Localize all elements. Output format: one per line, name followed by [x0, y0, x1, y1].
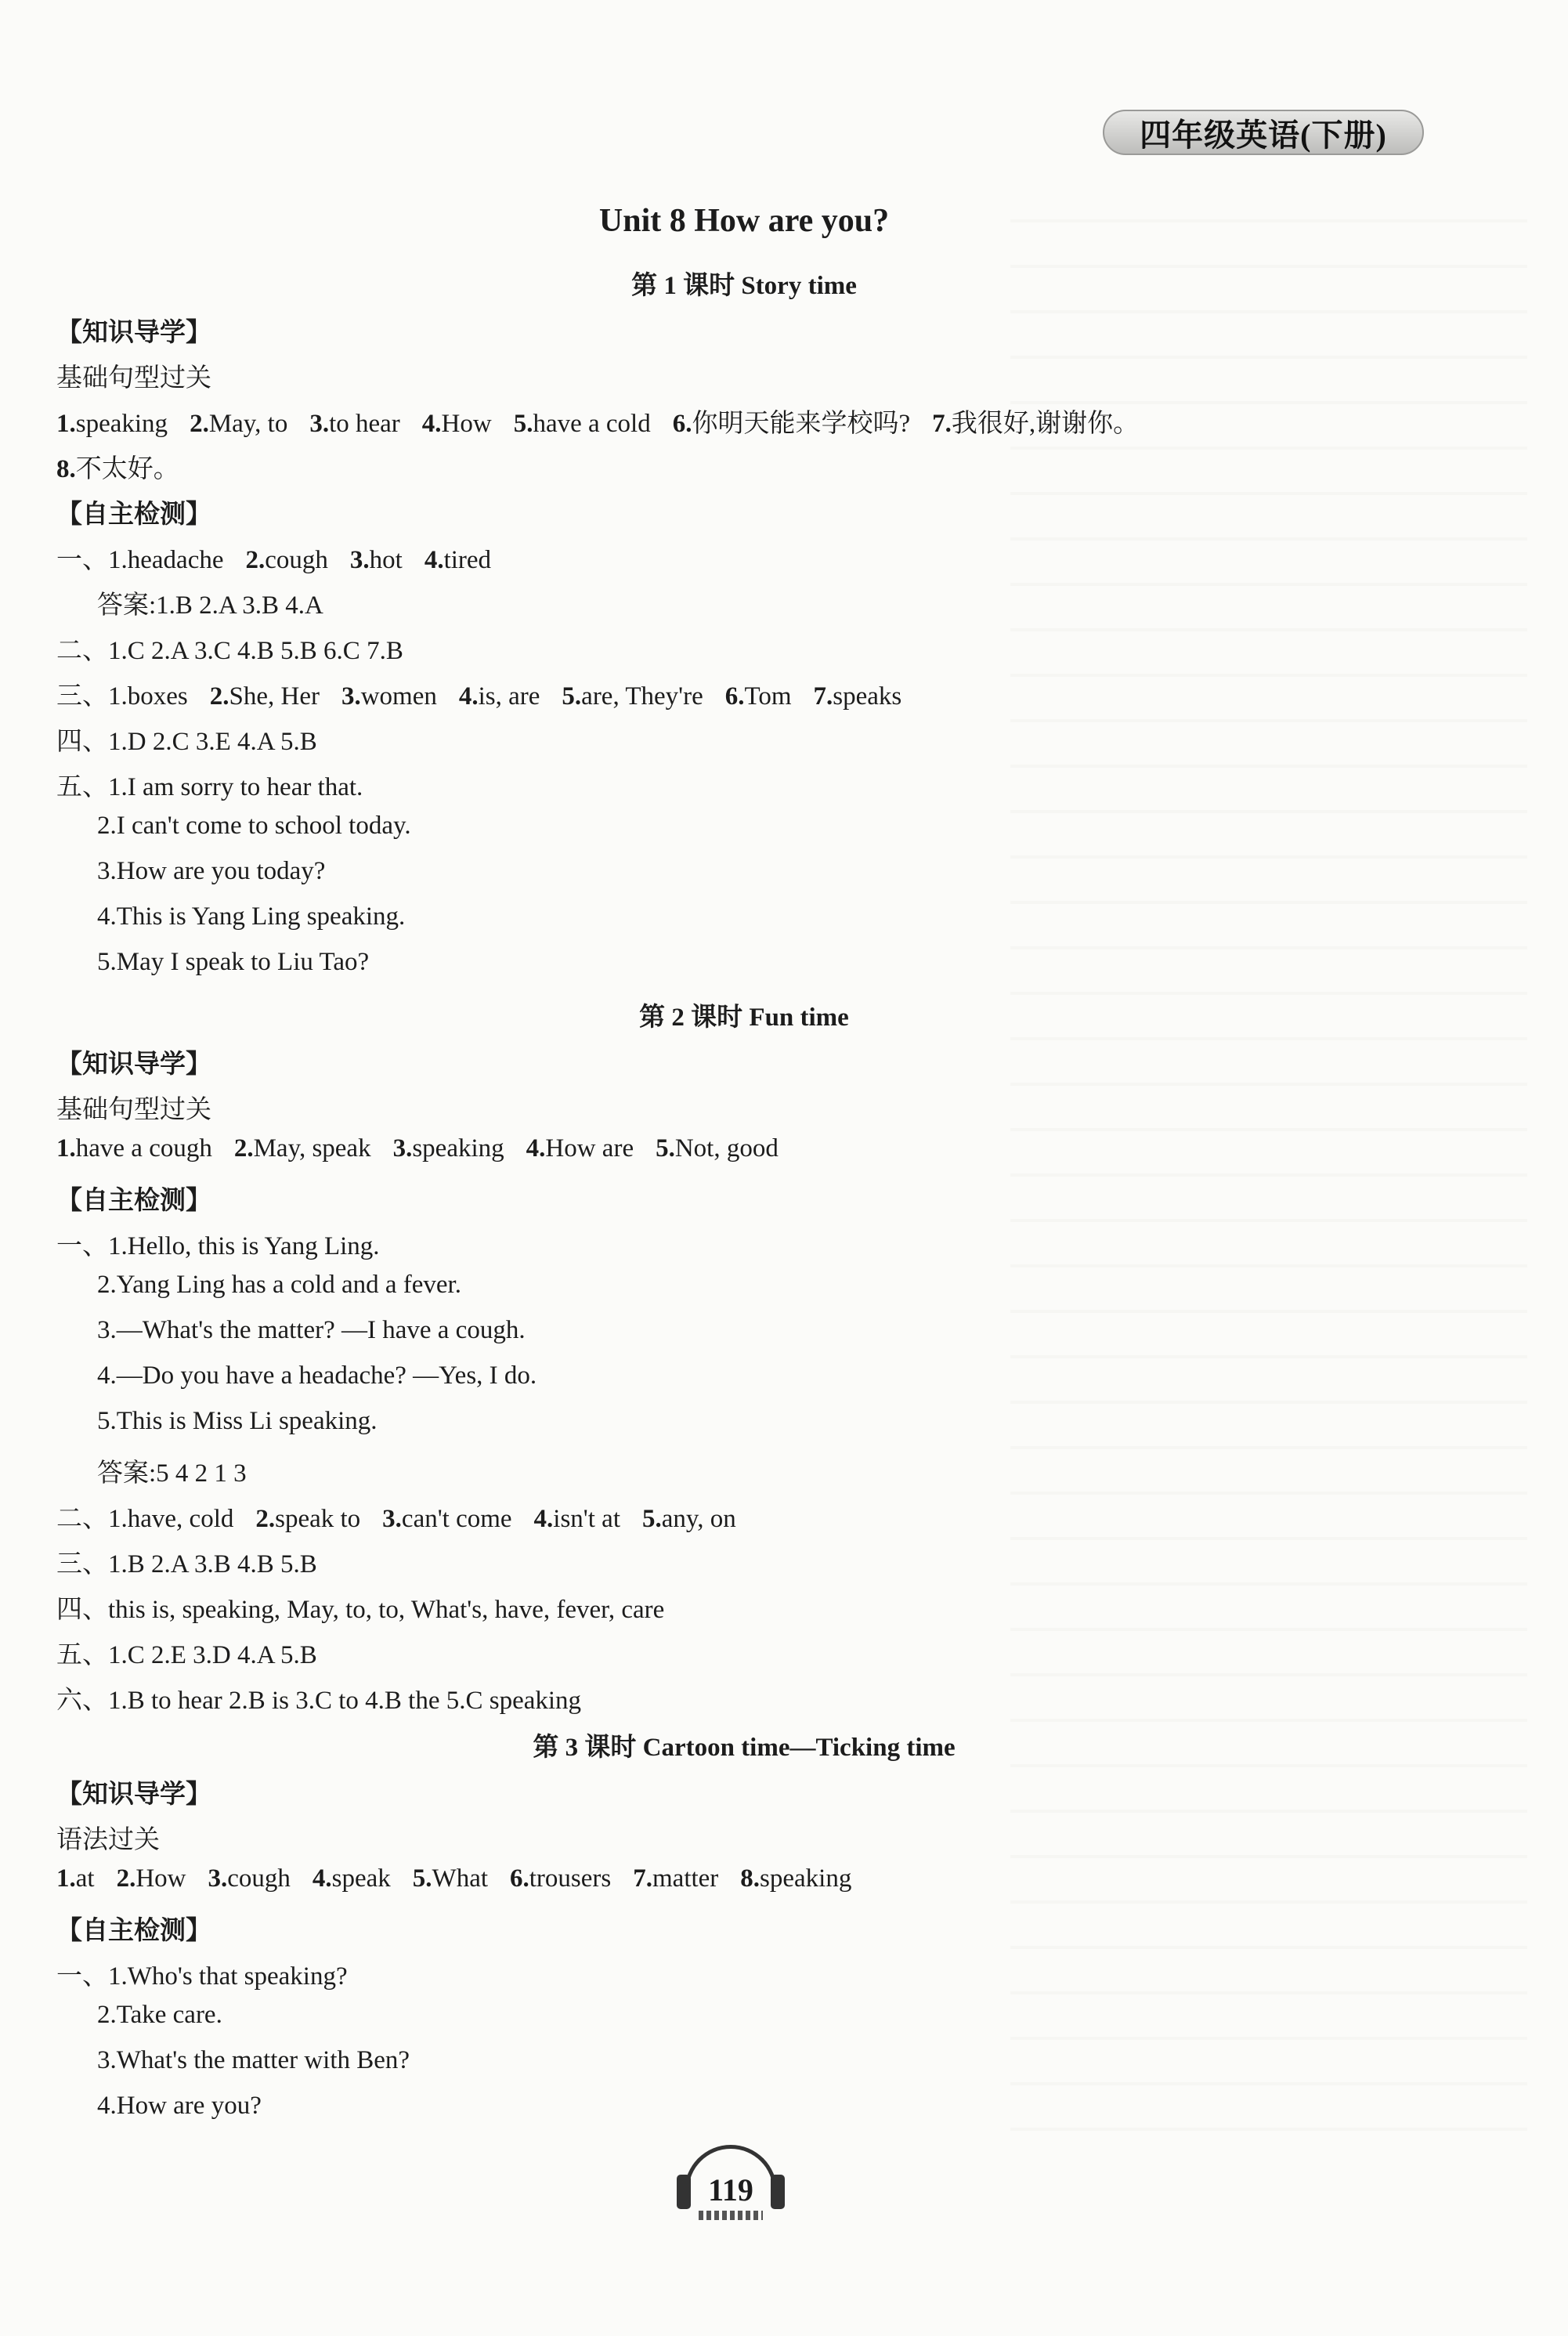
answer-line: 2.I can't come to school today.	[97, 812, 411, 840]
answer-line: 一、1.Who's that speaking?	[56, 1962, 348, 1991]
answer-line: 二、1.C 2.A 3.C 4.B 5.B 6.C 7.B	[56, 637, 403, 665]
answer-line: 一、1.headache 2.cough 3.hot 4.tired	[56, 546, 492, 574]
unit-title: Unit 8 How are you?	[598, 203, 890, 239]
answer-line: 4.How are you?	[97, 2092, 262, 2120]
answer-line: 二、1.have, cold 2.speak to 3.can't come 4.isn't at 5.any, on	[56, 1505, 736, 1533]
answer-line: 1.speaking 2.May, to 3.to hear 4.How 5.have a cold 6.你明天能来学校吗? 7.我很好,谢谢你。	[56, 410, 1140, 438]
answer-line: 三、1.B 2.A 3.B 4.B 5.B	[56, 1550, 317, 1578]
lesson-3-heading: 第 3 课时 Cartoon time—Ticking time	[533, 1734, 956, 1762]
section-title: 【自主检测】	[56, 1187, 211, 1215]
answer-line: 六、1.B to hear 2.B is 3.C to 4.B the 5.C speaking	[56, 1687, 582, 1715]
grade-badge: 四年级英语(下册)	[1103, 110, 1424, 155]
page-number-text: 119	[708, 2172, 753, 2208]
answer-line: 五、1.C 2.E 3.D 4.A 5.B	[56, 1641, 317, 1669]
section-subtitle: 基础句型过关	[56, 1096, 211, 1124]
answer-line: 3.—What's the matter? —I have a cough.	[97, 1316, 526, 1344]
answer-line: 4.—Do you have a headache? —Yes, I do.	[97, 1361, 537, 1390]
answer-line: 3.How are you today?	[97, 857, 326, 885]
answer-line: 5.This is Miss Li speaking.	[97, 1407, 378, 1435]
section-title: 【自主检测】	[56, 501, 211, 529]
answer-line: 5.May I speak to Liu Tao?	[97, 948, 370, 976]
answer-line: 4.This is Yang Ling speaking.	[97, 902, 406, 931]
page-footer-decoration	[699, 2211, 763, 2220]
answer-line: 3.What's the matter with Ben?	[97, 2046, 410, 2074]
answer-line: 2.Yang Ling has a cold and a fever.	[97, 1271, 461, 1299]
answer-line: 2.Take care.	[97, 2001, 222, 2029]
answer-line: 四、this is, speaking, May, to, to, What's, have, fever, care	[56, 1596, 665, 1624]
lesson-2-heading: 第 2 课时 Fun time	[639, 1003, 849, 1032]
answer-key: 答案:5 4 2 1 3	[97, 1459, 247, 1488]
section-title: 【自主检测】	[56, 1917, 211, 1945]
answer-line: 四、1.D 2.C 3.E 4.A 5.B	[56, 728, 317, 756]
section-title: 【知识导学】	[56, 1781, 211, 1809]
answer-line: 五、1.I am sorry to hear that.	[56, 773, 363, 801]
section-subtitle: 基础句型过关	[56, 364, 211, 392]
lesson-1-heading: 第 1 课时 Story time	[631, 272, 857, 300]
bleed-through-text	[1010, 188, 1527, 2146]
answer-line: 8.不太好。	[56, 455, 179, 483]
answer-line: 1.have a cough 2.May, speak 3.speaking 4.How are 5.Not, good	[56, 1134, 779, 1163]
answer-key: 答案:1.B 2.A 3.B 4.A	[97, 591, 323, 620]
section-subtitle: 语法过关	[56, 1826, 160, 1854]
section-title: 【知识导学】	[56, 319, 211, 347]
page-number	[672, 2145, 789, 2223]
answer-line: 一、1.Hello, this is Yang Ling.	[56, 1232, 380, 1260]
answer-line: 三、1.boxes 2.She, Her 3.women 4.is, are 5.are, They're 6.Tom 7.speaks	[56, 682, 902, 711]
answer-line: 1.at 2.How 3.cough 4.speak 5.What 6.trousers 7.matter 8.speaking	[56, 1864, 852, 1893]
section-title: 【知识导学】	[56, 1050, 211, 1079]
